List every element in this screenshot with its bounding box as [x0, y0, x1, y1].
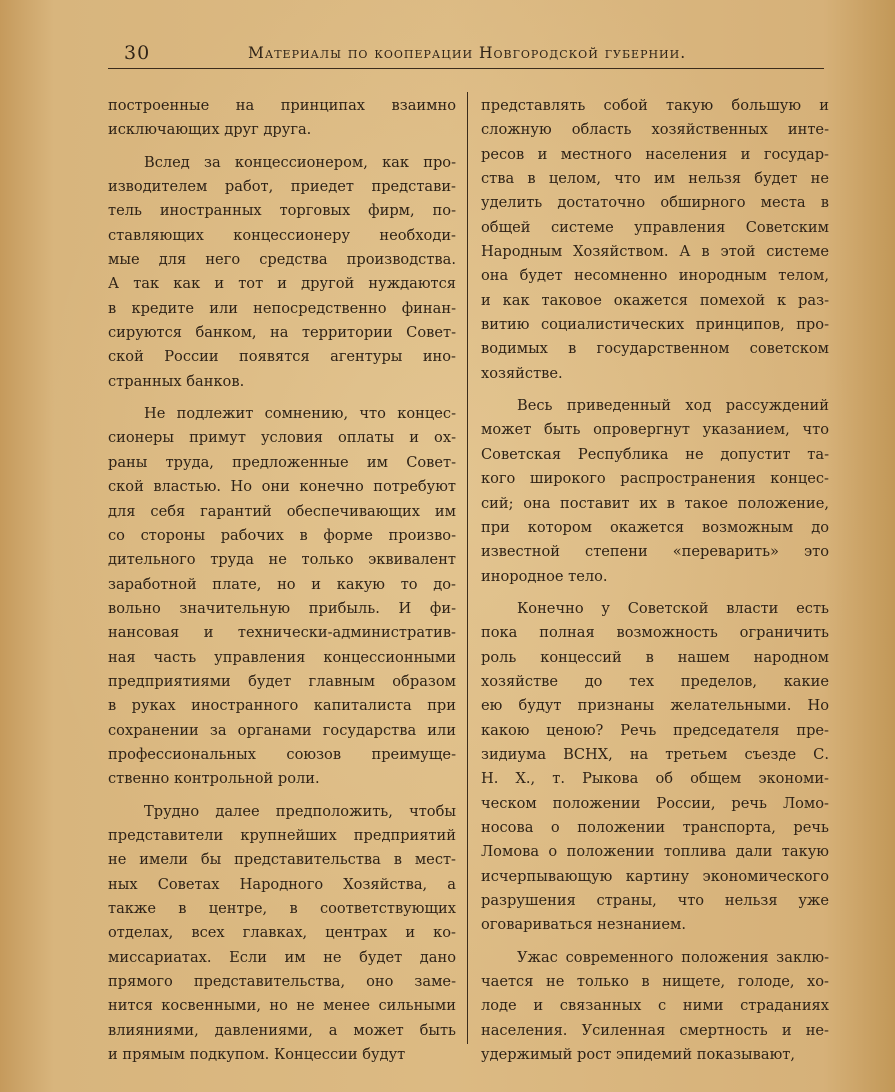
text-line: витию социалистических принципов, про- [481, 316, 829, 334]
text-line: в кредите или непосредственно финан- [108, 299, 456, 317]
text-line: странных банков. [108, 372, 245, 390]
text-line: известной степени «переварить» это [481, 543, 829, 561]
paragraph-gap [481, 386, 829, 394]
text-line: дительного труда не только эквивалент [108, 551, 456, 569]
text-line: сионеры примут условия оплаты и ох- [108, 429, 456, 447]
text-line: мые для него средства производства. [108, 251, 456, 269]
text-line: А так как и тот и другой нуждаются [108, 275, 456, 293]
text-line: миссариатах. Если им не будет дано [108, 948, 456, 966]
paragraph [108, 800, 456, 1068]
text-line: удержимый рост эпидемий показывают, [481, 1046, 795, 1064]
paragraph [108, 151, 456, 394]
text-line: представители крупнейших предприятий [108, 826, 456, 844]
text-line: Н. Х., т. Рыкова об общем экономи- [481, 770, 829, 788]
text-line: влияниями, давлениями, а может быть [108, 1021, 456, 1039]
text-line: со стороны рабочих в форме произво- [108, 526, 456, 544]
paragraph-gap [481, 938, 829, 946]
text-line: и прямым подкупом. Концессии будут [108, 1046, 406, 1064]
text-line: при котором окажется возможным до [481, 518, 829, 536]
text-line: построенные на принципах взаимно [108, 97, 456, 114]
text-line: вольно значительную прибыль. И фи- [108, 599, 456, 617]
text-line: изводителем работ, приедет представи- [108, 178, 456, 196]
paragraph-gap [108, 394, 456, 402]
text-line: для себя гарантий обеспечивающих им [108, 502, 456, 520]
text-line: Советская Республика не допустит та- [481, 445, 829, 463]
text-line: водимых в государственном советском [481, 340, 829, 358]
column-divider [467, 92, 468, 1044]
text-line: Не подлежит сомнению, что концес- [144, 405, 456, 423]
right-column [481, 94, 829, 1067]
paragraph [108, 402, 456, 792]
paragraph [481, 394, 829, 589]
text-line: оговариваться незнанием. [481, 916, 686, 934]
text-line: нансовая и технически-административ- [108, 624, 456, 642]
text-line: Трудно далее предположить, чтобы [144, 802, 456, 820]
text-line: не имели бы представительства в мест- [108, 851, 456, 869]
paragraph-gap [108, 143, 456, 151]
text-line: зидиума ВСНХ, на третьем съезде С. [481, 745, 829, 763]
text-line: ресов и местного населения и государ- [481, 145, 829, 163]
text-line: тель иностранных торговых фирм, по- [108, 202, 456, 220]
text-line: предприятиями будет главным образом [108, 672, 456, 690]
text-line: исключающих друг друга. [108, 121, 312, 139]
text-line: в руках иностранного капиталиста при [108, 697, 456, 715]
paragraph-gap [481, 589, 829, 597]
text-line: исчерпывающую картину экономического [481, 867, 829, 885]
text-line: представлять собой такую большую и [481, 97, 829, 114]
text-line: она будет несомненно инородным телом, [481, 267, 829, 285]
text-line: роль концессий в нашем народном [481, 648, 829, 666]
text-line: сохранении за органами государства или [108, 721, 456, 739]
paragraph [481, 94, 829, 386]
text-line: ная часть управления концессионными [108, 648, 456, 666]
text-line: Ломова о положении топлива дали такую [481, 843, 829, 861]
text-line: Весь приведенный ход рассуждений [517, 397, 829, 415]
text-line: также в центре, в соответствующих [108, 900, 456, 917]
text-line: уделить достаточно обширного места в [481, 194, 829, 212]
text-line: Вслед за концессионером, как про- [144, 153, 456, 171]
left-column [108, 94, 456, 1067]
text-line: хозяйстве до тех пределов, какие [481, 672, 829, 690]
text-line: нится косвенными, но не менее сильными [108, 997, 456, 1015]
text-line: ственно контрольной роли. [108, 770, 320, 788]
text-line: населения. Усиленная смертность и не- [481, 1021, 829, 1039]
text-line: ею будут признаны желательными. Но [481, 697, 829, 715]
paragraph-gap [108, 792, 456, 800]
text-line: носова о положении транспорта, речь [481, 818, 829, 836]
text-line: ства в целом, что им нельзя будет не [481, 170, 829, 188]
text-line: заработной плате, но и какую то до- [108, 575, 456, 593]
text-line: ставляющих концессионеру необходи- [108, 226, 456, 244]
text-line: сложную область хозяйственных инте- [481, 121, 829, 139]
text-line: сируются банком, на территории Совет- [108, 324, 456, 342]
text-line: и как таковое окажется помехой к раз- [481, 291, 829, 309]
header-rule [108, 68, 824, 69]
page-number: 30 [124, 42, 151, 64]
text-line: отделах, всех главках, центрах и ко- [108, 924, 456, 942]
text-line: кого широкого распространения концес- [481, 470, 829, 488]
text-line: ных Советах Народного Хозяйства, а [108, 875, 456, 893]
text-line: ской властью. Но они конечно потребуют [108, 478, 456, 496]
running-title: Материалы по кооперации Новгородской губернии. [248, 44, 687, 62]
text-line: может быть опровергнут указанием, что [481, 421, 829, 439]
text-line: общей системе управления Советским [481, 218, 829, 236]
text-line: Народным Хозяйством. А в этой системе [481, 243, 829, 261]
paragraph [108, 94, 456, 143]
text-line: инородное тело. [481, 567, 608, 585]
text-line: лоде и связанных с ними страданиях [481, 997, 829, 1015]
text-line: ческом положении России, речь Ломо- [481, 794, 829, 812]
text-line: профессиональных союзов преимуще- [108, 745, 456, 763]
text-line: Конечно у Советской власти есть [517, 599, 829, 617]
text-line: разрушения страны, что нельзя уже [481, 892, 829, 909]
text-line: какою ценою? Речь председателя пре- [481, 721, 829, 739]
paragraph [481, 946, 829, 1068]
text-line: чается не только в нищете, голоде, хо- [481, 973, 829, 991]
text-line: ской России появятся агентуры ино- [108, 348, 456, 366]
text-line: Ужас современного положения заклю- [517, 948, 829, 966]
text-line: хозяйстве. [481, 364, 563, 382]
text-line: пока полная возможность ограничить [481, 624, 829, 642]
text-line: раны труда, предложенные им Совет- [108, 453, 456, 471]
text-line: прямого представительства, оно заме- [108, 973, 456, 991]
text-line: сий; она поставит их в такое положение, [481, 494, 829, 512]
paragraph [481, 597, 829, 938]
